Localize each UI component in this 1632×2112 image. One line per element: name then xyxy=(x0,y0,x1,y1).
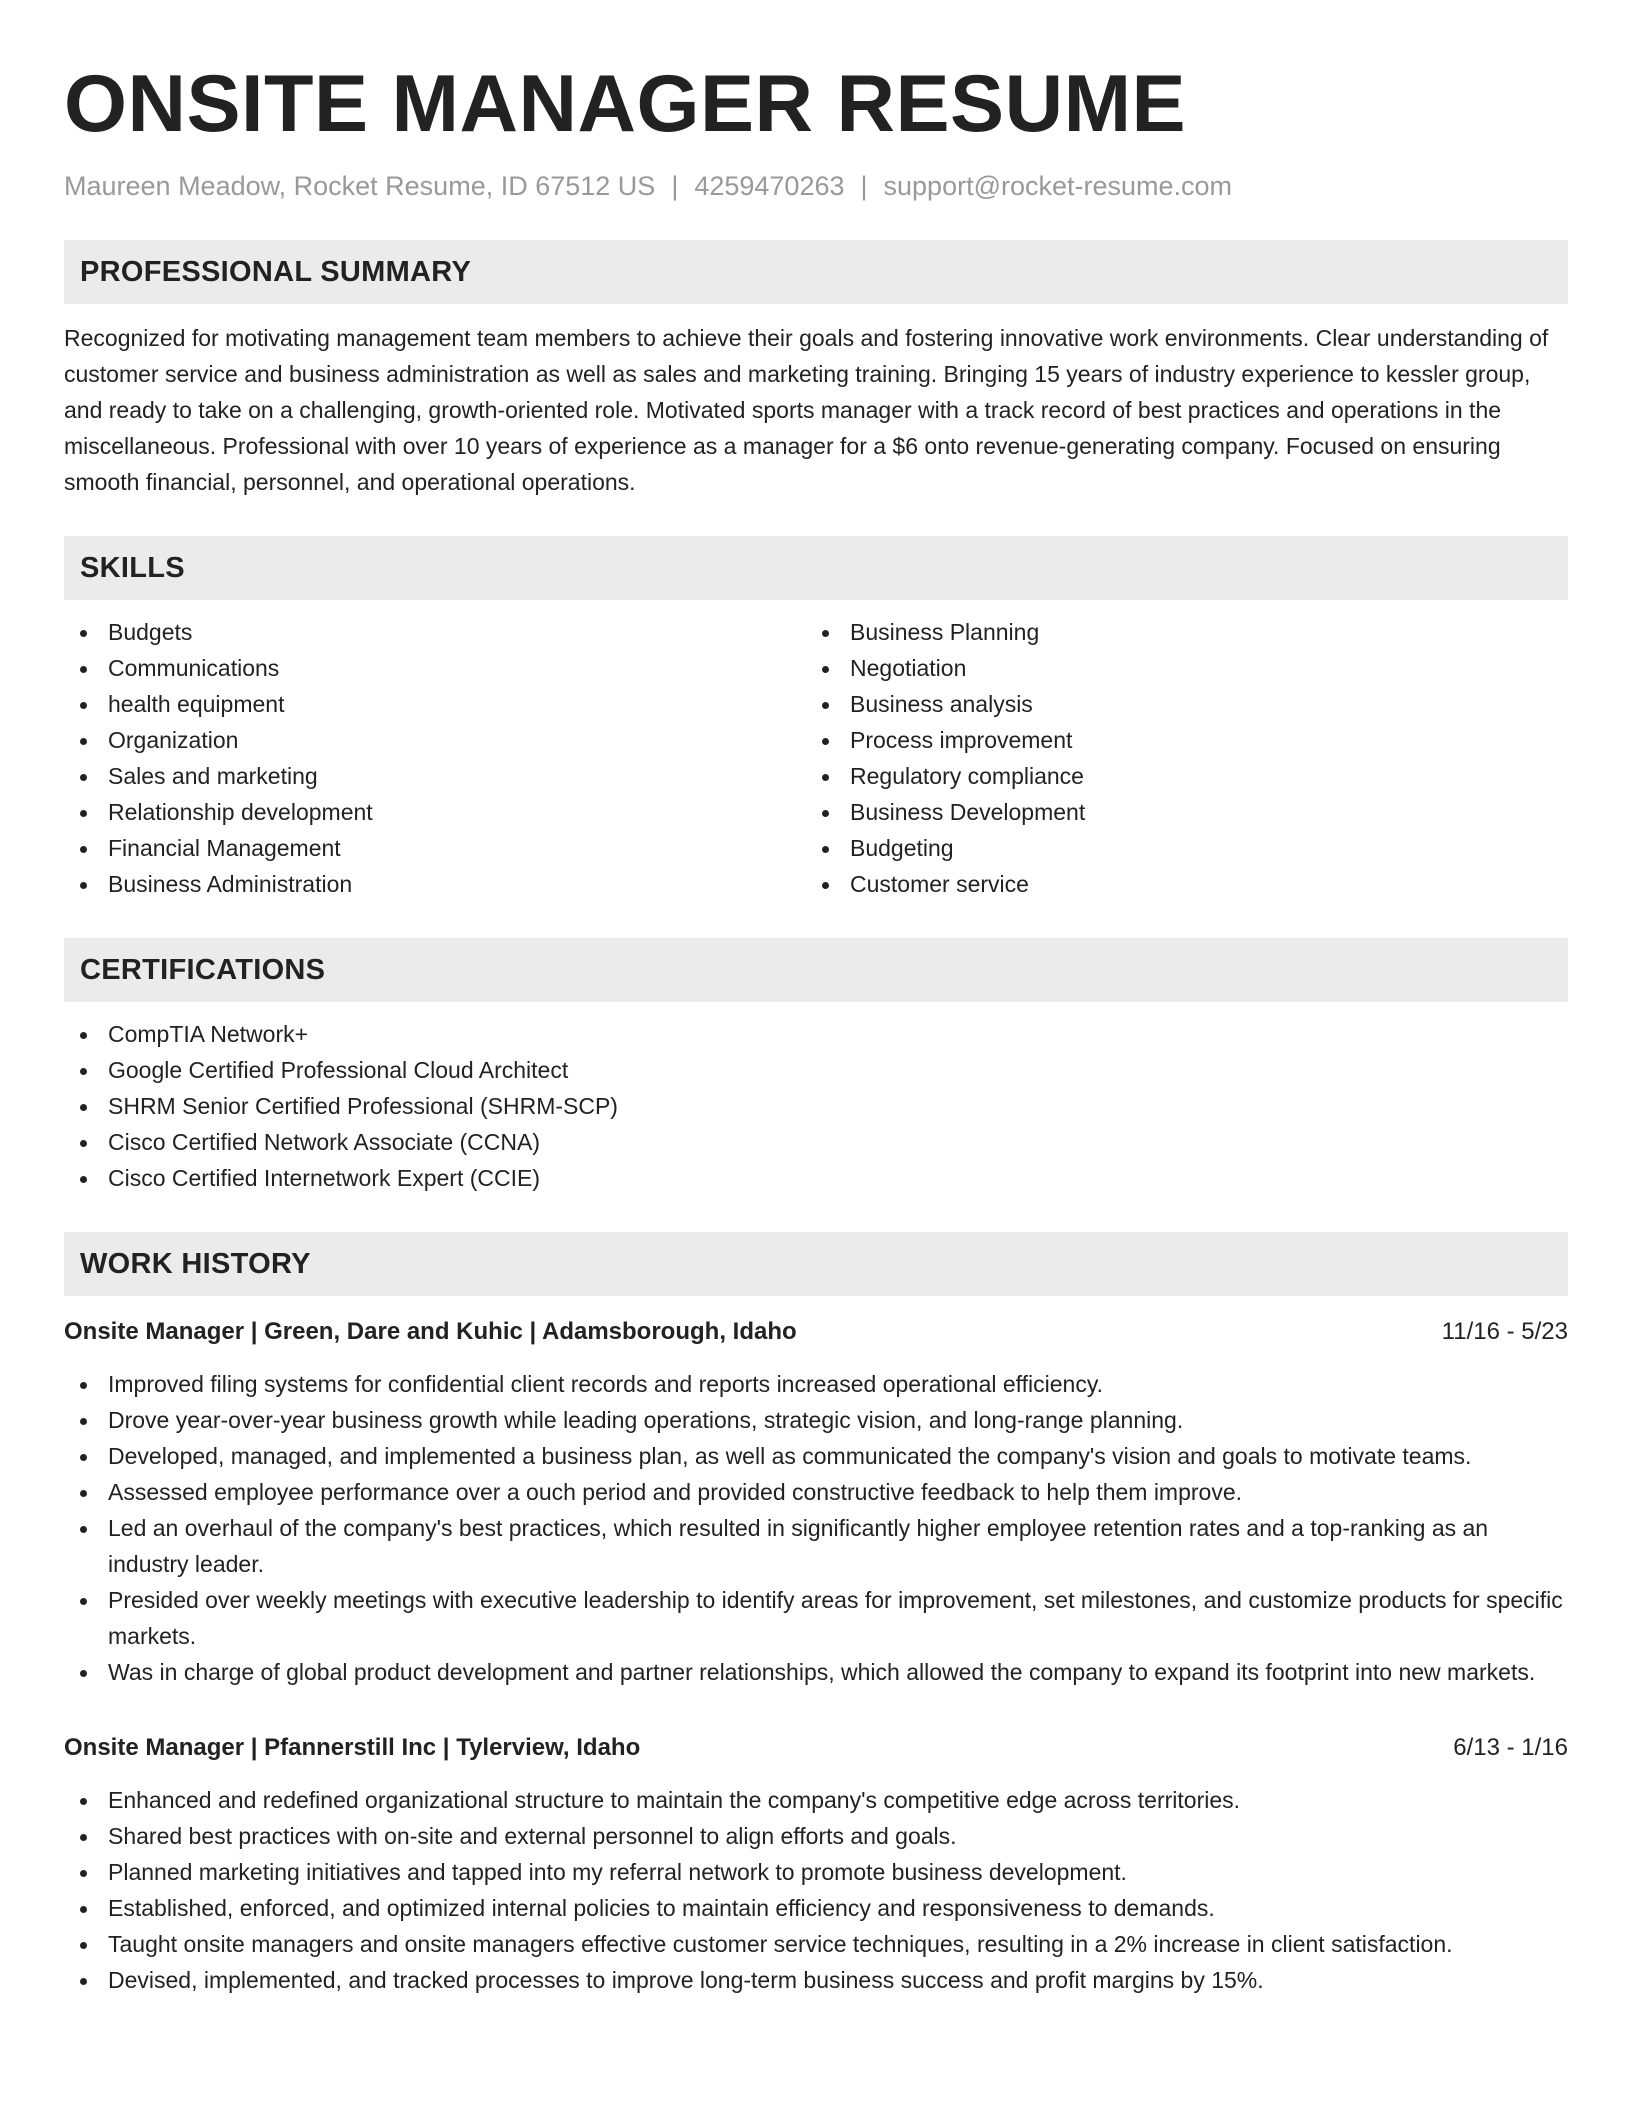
certification-item: Cisco Certified Internetwork Expert (CCIE) xyxy=(64,1160,1568,1196)
contact-line xyxy=(64,168,1568,204)
skill-item: Organization xyxy=(64,722,806,758)
contact-phone: 4259470263 xyxy=(694,171,845,201)
job-bullet: Developed, managed, and implemented a business plan, as well as communicated the company's vision and goals to motivate teams. xyxy=(64,1438,1568,1474)
skill-item: Negotiation xyxy=(806,650,1548,686)
certification-item: Google Certified Professional Cloud Architect xyxy=(64,1052,1568,1088)
contact-separator: | xyxy=(860,171,868,201)
job-title: Onsite Manager | Green, Dare and Kuhic | Adamsborough, Idaho xyxy=(64,1318,797,1345)
certifications-list xyxy=(64,1016,1568,1196)
job-bullet: Drove year-over-year business growth while leading operations, strategic vision, and long-range planning. xyxy=(64,1402,1568,1438)
section-header-certifications: CERTIFICATIONS xyxy=(64,938,1568,1002)
section-header-skills: SKILLS xyxy=(64,536,1568,600)
job-header xyxy=(64,1730,1568,1766)
resume-title: ONSITE MANAGER RESUME xyxy=(64,59,1187,149)
skill-item: Sales and marketing xyxy=(64,758,806,794)
contact-email[interactable]: support@rocket-resume.com xyxy=(883,171,1233,201)
job-title: Onsite Manager | Pfannerstill Inc | Tylerview, Idaho xyxy=(64,1734,641,1761)
contact-separator: | xyxy=(671,171,679,201)
skill-item: health equipment xyxy=(64,686,806,722)
skill-item: Budgets xyxy=(64,614,806,650)
certification-item: Cisco Certified Network Associate (CCNA) xyxy=(64,1124,1568,1160)
section-header-work-history: WORK HISTORY xyxy=(64,1232,1568,1296)
job-bullet: Devised, implemented, and tracked processes to improve long-term business success and profit margins by 15%. xyxy=(64,1962,1568,1998)
skills-grid xyxy=(64,614,1568,902)
job-bullets xyxy=(64,1782,1568,1998)
skill-item: Business Planning xyxy=(806,614,1548,650)
job-bullet: Planned marketing initiatives and tapped into my referral network to promote business development. xyxy=(64,1854,1568,1890)
certification-item: SHRM Senior Certified Professional (SHRM-SCP) xyxy=(64,1088,1568,1124)
job-header xyxy=(64,1314,1568,1350)
skills-column-right xyxy=(806,614,1548,902)
certification-item: CompTIA Network+ xyxy=(64,1016,1568,1052)
job-dates: 6/13 - 1/16 xyxy=(1453,1734,1568,1761)
job-bullet: Enhanced and redefined organizational structure to maintain the company's competitive edge across territories. xyxy=(64,1782,1568,1818)
skill-item: Communications xyxy=(64,650,806,686)
skill-item: Business Development xyxy=(806,794,1548,830)
skills-column-left xyxy=(64,614,806,902)
skill-item: Business analysis xyxy=(806,686,1548,722)
job-bullets xyxy=(64,1366,1568,1690)
skill-item: Process improvement xyxy=(806,722,1548,758)
job-dates: 11/16 - 5/23 xyxy=(1441,1318,1568,1345)
job-bullet: Taught onsite managers and onsite managers effective customer service techniques, resulting in a 2% increase in client satisfaction. xyxy=(64,1926,1568,1962)
section-header-summary: PROFESSIONAL SUMMARY xyxy=(64,240,1568,304)
job-entry xyxy=(64,1730,1568,1998)
skill-item: Regulatory compliance xyxy=(806,758,1548,794)
job-bullet: Assessed employee performance over a ouch period and provided constructive feedback to help them improve. xyxy=(64,1474,1568,1510)
job-bullet: Presided over weekly meetings with executive leadership to identify areas for improvement, set milestones, and customize products for specific markets. xyxy=(64,1582,1568,1654)
job-bullet: Established, enforced, and optimized internal policies to maintain efficiency and responsiveness to demands. xyxy=(64,1890,1568,1926)
skill-item: Customer service xyxy=(806,866,1548,902)
summary-text: Recognized for motivating management team members to achieve their goals and fostering innovative work environments. Clear understanding of customer service and business administration as well as sales and marketing training. Bringing 15 years of industry experience to kessler group, and ready to take on a challenging, growth-oriented role. Motivated sports manager with a track record of best practices and operations in the miscellaneous. Professional with over 10 years of experience as a manager for a $6 onto revenue-generating company. Focused on ensuring smooth financial, personnel, and operational operations. xyxy=(64,325,1549,495)
job-bullet: Was in charge of global product development and partner relationships, which allowed the company to expand its footprint into new markets. xyxy=(64,1654,1568,1690)
skill-item: Budgeting xyxy=(806,830,1548,866)
skill-item: Financial Management xyxy=(64,830,806,866)
skill-item: Business Administration xyxy=(64,866,806,902)
skill-item: Relationship development xyxy=(64,794,806,830)
job-bullet: Led an overhaul of the company's best practices, which resulted in significantly higher employee retention rates and a top-ranking as an industry leader. xyxy=(64,1510,1568,1582)
contact-address: Maureen Meadow, Rocket Resume, ID 67512 US xyxy=(64,171,656,201)
job-entry xyxy=(64,1314,1568,1690)
job-bullet: Improved filing systems for confidential client records and reports increased operational efficiency. xyxy=(64,1366,1568,1402)
job-bullet: Shared best practices with on-site and external personnel to align efforts and goals. xyxy=(64,1818,1568,1854)
